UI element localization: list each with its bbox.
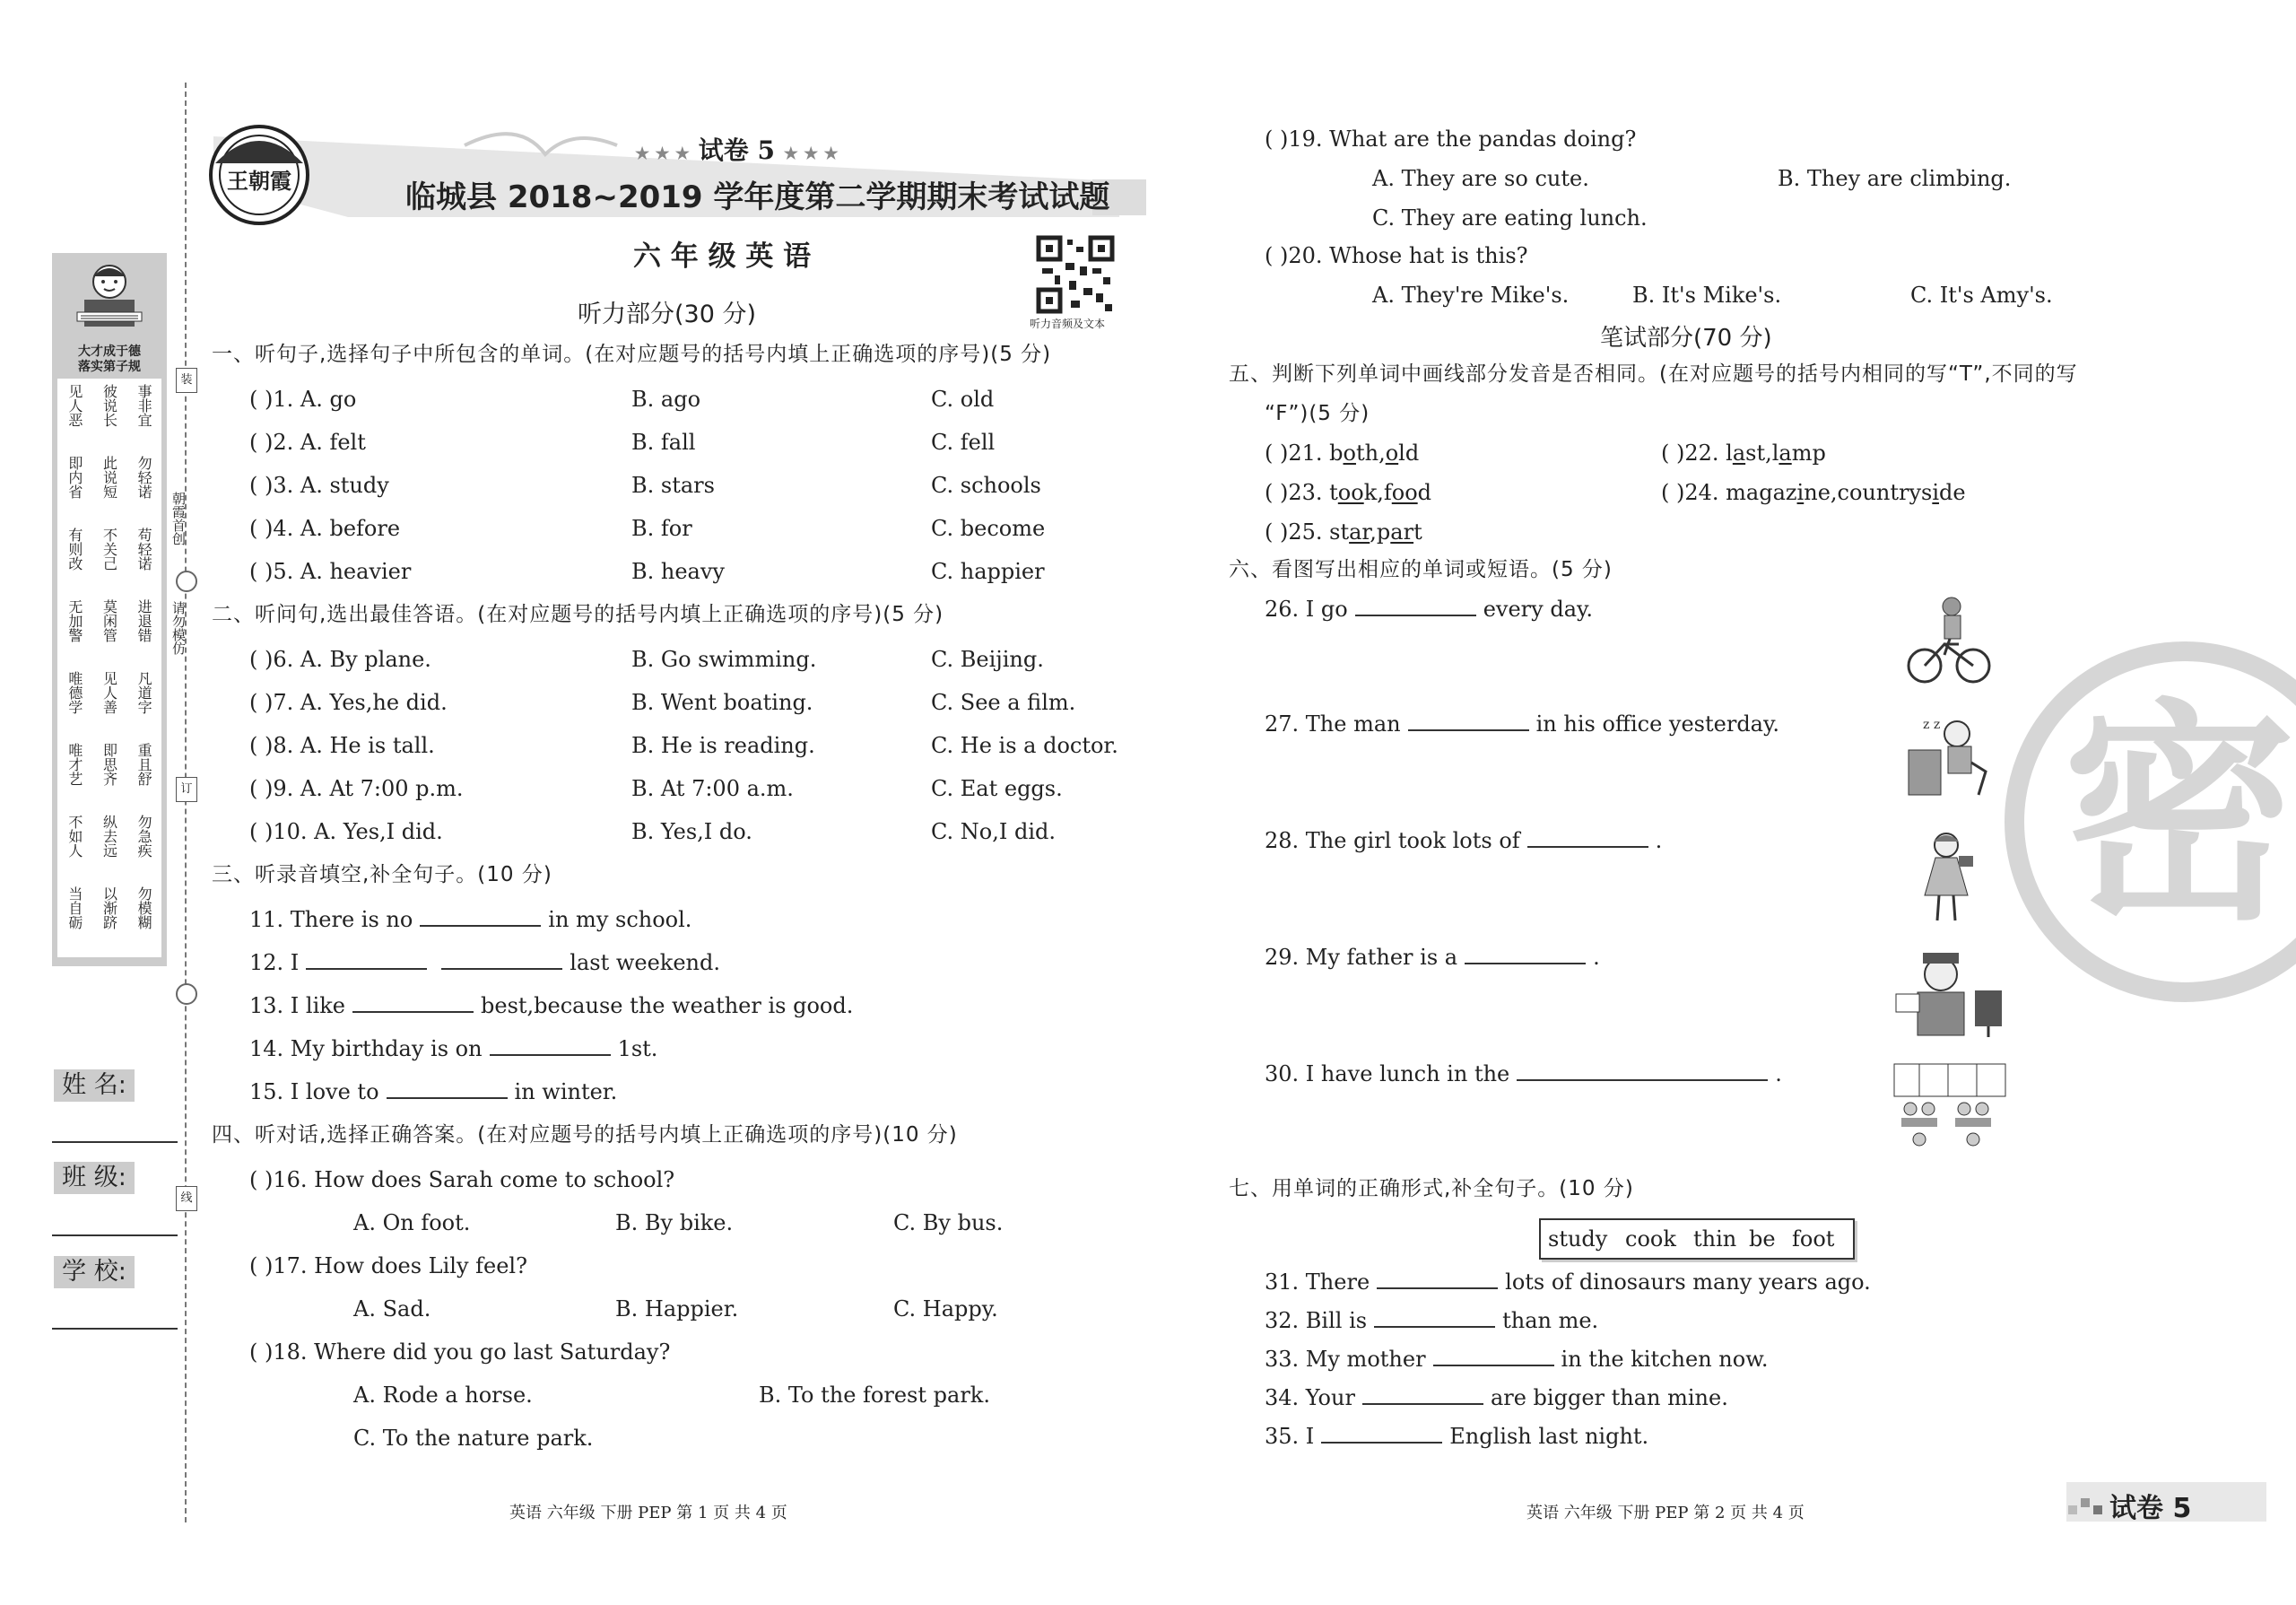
question-23: ( )23. took,food: [1265, 480, 1432, 505]
motto-row: 当自砺 以渐跻 勿模糊: [65, 886, 153, 929]
question-item: ( )3. A. study: [249, 473, 389, 498]
option-c: C. fell: [931, 430, 996, 455]
question-24: ( )24. magazine,countryside: [1661, 480, 1966, 505]
answer-blank[interactable]: [387, 1079, 508, 1099]
question-item: ( )6. A. By plane.: [249, 647, 431, 672]
answer-blank[interactable]: [1517, 1061, 1768, 1081]
option-c: C. old: [931, 387, 995, 412]
name-field[interactable]: [52, 1141, 178, 1143]
option-a: A. They are so cute.: [1372, 166, 1589, 191]
option-c: C. schools: [931, 473, 1041, 498]
question-item: ( )4. A. before: [249, 516, 401, 541]
school-label: 学 校:: [54, 1256, 135, 1288]
fill-question-15: 15. I love to in winter.: [249, 1079, 618, 1104]
answer-blank[interactable]: [1377, 1269, 1498, 1289]
binding-mark: 线: [176, 1186, 197, 1211]
word-bank-item: thin: [1693, 1226, 1737, 1252]
picture-question-30: 30. I have lunch in the .: [1265, 1061, 1782, 1086]
fill-question-14: 14. My birthday is on 1st.: [249, 1036, 658, 1061]
answer-blank[interactable]: [1362, 1385, 1483, 1405]
binding-mark: 装: [176, 368, 197, 393]
watermark-char: 密: [2063, 681, 2296, 952]
option-c: C. Eat eggs.: [931, 776, 1063, 801]
vertical-note: 朝霞首创: [170, 492, 187, 545]
fill-question-13: 13. I like best,because the weather is good.: [249, 993, 854, 1018]
question-item: ( )1. A. go: [249, 387, 357, 412]
listening-heading: 听力部分(30 分): [578, 301, 757, 328]
answer-blank[interactable]: [441, 950, 562, 970]
word-bank-item: cook: [1625, 1226, 1676, 1252]
section-4-heading: 四、听对话,选择正确答案。(在对应题号的括号内填上正确选项的序号)(10 分): [212, 1123, 958, 1147]
option-c: C. By bus.: [893, 1210, 1004, 1235]
option-a: A. On foot.: [353, 1210, 471, 1235]
option-b: B. By bike.: [615, 1210, 734, 1235]
option-b: B. To the forest park.: [759, 1383, 990, 1408]
option-c: C. To the nature park.: [353, 1426, 594, 1451]
name-label: 姓 名:: [54, 1069, 135, 1102]
question-19: ( )19. What are the pandas doing?: [1265, 126, 1637, 152]
motto-row: 唯才艺 即思齐 重且舒: [65, 743, 153, 786]
motto-row: 有则改 不关己 苟轻诺: [65, 528, 153, 571]
question-item: ( )2. A. felt: [249, 430, 366, 455]
word-bank-item: be: [1749, 1226, 1776, 1252]
corner-tag: 试卷 5: [2109, 1493, 2192, 1524]
page-footer-right: 英语 六年级 下册 PEP 第 2 页 共 4 页: [1526, 1504, 1805, 1522]
option-c: C. He is a doctor.: [931, 733, 1118, 758]
answer-blank[interactable]: [490, 1036, 611, 1056]
motto-text: 大才成于德 落实第子规: [78, 345, 141, 374]
word-bank-item: study: [1548, 1226, 1608, 1252]
motto-row: 不如人 纵去远 勿急疾: [65, 815, 153, 858]
word-bank-item: foot: [1792, 1226, 1835, 1252]
answer-blank[interactable]: [1321, 1424, 1442, 1444]
answer-blank[interactable]: [1355, 597, 1476, 616]
dining-hall-picture-icon: [1892, 1062, 2007, 1156]
option-b: B. stars: [631, 473, 715, 498]
section-2-heading: 二、听问句,选出最佳答语。(在对应题号的括号内填上正确选项的序号)(5 分): [212, 603, 944, 626]
class-label: 班 级:: [54, 1162, 135, 1194]
binding-hole-icon: [176, 983, 197, 1005]
option-a: A. They're Mike's.: [1372, 283, 1570, 308]
section-1-heading: 一、听句子,选择句子中所包含的单词。(在对应题号的括号内填上正确选项的序号)(5 分): [212, 343, 1052, 366]
option-b: B. They are climbing.: [1778, 166, 2012, 191]
motto-row: 唯德学 见人善 凡道字: [65, 671, 153, 714]
exam-title: 临城县 2018~2019 学年度第二学期期末考试试题: [405, 179, 1110, 215]
answer-blank[interactable]: [306, 950, 427, 970]
option-b: B. Happier.: [615, 1296, 739, 1322]
school-field[interactable]: [52, 1328, 178, 1330]
riding-bike-picture-icon: [1905, 592, 1993, 685]
qr-caption: 听力音频及文本: [1030, 318, 1106, 330]
form-question-34: 34. Your are bigger than mine.: [1265, 1385, 1728, 1410]
question-item: ( )5. A. heavier: [249, 559, 412, 584]
picture-question-26: 26. I go every day.: [1265, 597, 1594, 622]
form-question-32: 32. Bill is than me.: [1265, 1308, 1599, 1333]
question-16: ( )16. How does Sarah come to school?: [249, 1167, 675, 1192]
picture-question-27: 27. The man in his office yesterday.: [1265, 711, 1779, 737]
section-5-heading-cont: “F”)(5 分): [1265, 402, 1370, 425]
option-b: B. fall: [631, 430, 696, 455]
scholar-figure-icon: [72, 258, 147, 341]
section-5-heading: 五、判断下列单词中画线部分发音是否相同。(在对应题号的括号内相同的写“T”,不同的写: [1229, 362, 2078, 386]
option-b: B. heavy: [631, 559, 725, 584]
star-icon: ★ ★ ★: [635, 144, 690, 163]
question-18: ( )18. Where did you go last Saturday?: [249, 1339, 671, 1365]
option-c: C. No,I did.: [931, 819, 1056, 844]
option-c: C. Happy.: [893, 1296, 998, 1322]
picture-question-28: 28. The girl took lots of .: [1265, 828, 1663, 853]
answer-blank[interactable]: [420, 907, 541, 927]
question-21: ( )21. both,old: [1265, 441, 1420, 466]
paper-tag: ★ ★ ★ 试卷 5 ★ ★ ★: [635, 135, 839, 165]
word-bank: [1539, 1218, 1855, 1260]
answer-blank[interactable]: [1408, 711, 1529, 731]
girl-photos-picture-icon: [1919, 829, 1979, 928]
form-question-33: 33. My mother in the kitchen now.: [1265, 1347, 1769, 1372]
question-item: ( )7. A. Yes,he did.: [249, 690, 448, 715]
answer-blank[interactable]: [1527, 828, 1648, 848]
question-item: ( )8. A. He is tall.: [249, 733, 435, 758]
sidebar-motto-panel: [52, 253, 167, 966]
sleeping-man-picture-icon: [1905, 709, 1993, 798]
fill-question-11: 11. There is no in my school.: [249, 907, 692, 932]
question-17: ( )17. How does Lily feel?: [249, 1253, 527, 1278]
option-b: B. for: [631, 516, 692, 541]
motto-row: 即内省 此说短 勿轻诺: [65, 456, 153, 499]
option-b: B. It's Mike's.: [1632, 283, 1782, 308]
motto-row: 无加警 莫闲管 进退错: [65, 599, 153, 642]
option-a: A. Sad.: [353, 1296, 431, 1322]
postman-picture-icon: [1894, 947, 2005, 1037]
binding-hole-icon: [176, 571, 197, 592]
form-question-35: 35. I English last night.: [1265, 1424, 1649, 1449]
svg-text:z z: z z: [1923, 718, 1941, 732]
motto-grid: [57, 379, 161, 957]
option-b: B. Yes,I do.: [631, 819, 752, 844]
option-c: C. See a film.: [931, 690, 1076, 715]
section-7-heading: 七、用单词的正确形式,补全句子。(10 分): [1229, 1177, 1634, 1200]
option-b: B. He is reading.: [631, 733, 815, 758]
answer-blank[interactable]: [352, 993, 474, 1013]
section-6-heading: 六、看图写出相应的单词或短语。(5 分): [1229, 558, 1613, 581]
fill-question-12: 12. I last weekend.: [249, 950, 720, 975]
option-c: C. It's Amy's.: [1910, 283, 2053, 308]
question-20: ( )20. Whose hat is this?: [1265, 243, 1528, 268]
option-c: C. They are eating lunch.: [1372, 205, 1648, 231]
picture-question-29: 29. My father is a .: [1265, 945, 1600, 970]
answer-blank[interactable]: [1374, 1308, 1495, 1328]
option-c: C. happier: [931, 559, 1045, 584]
binding-dashed-line: [185, 83, 187, 1522]
section-3-heading: 三、听录音填空,补全句子。(10 分): [212, 863, 552, 886]
written-heading: 笔试部分(70 分): [1600, 325, 1772, 352]
option-b: B. ago: [631, 387, 701, 412]
option-a: A. Rode a horse.: [353, 1383, 533, 1408]
question-item: ( )10. A. Yes,I did.: [249, 819, 443, 844]
answer-blank[interactable]: [1433, 1347, 1554, 1366]
corner-squares-icon: [2066, 1493, 2108, 1518]
option-c: C. Beijing.: [931, 647, 1044, 672]
motto-row: 见人恶 彼说长 事非宜: [65, 384, 153, 427]
class-field[interactable]: [52, 1234, 178, 1236]
qr-code-icon[interactable]: [1037, 236, 1114, 313]
binding-mark: 订: [176, 777, 197, 802]
star-icon: ★ ★ ★: [783, 144, 839, 163]
brand-logo-text: 王朝霞: [227, 169, 291, 194]
answer-blank[interactable]: [1465, 945, 1586, 964]
option-b: B. Go swimming.: [631, 647, 817, 672]
form-question-31: 31. There lots of dinosaurs many years ago.: [1265, 1269, 1871, 1295]
page-footer-left: 英语 六年级 下册 PEP 第 1 页 共 4 页: [509, 1504, 787, 1522]
question-item: ( )9. A. At 7:00 p.m.: [249, 776, 464, 801]
vertical-note: 请勿模仿: [170, 601, 187, 655]
subject-title: 六 年 级 英 语: [633, 240, 812, 273]
option-b: B. At 7:00 a.m.: [631, 776, 794, 801]
question-25: ( )25. star,part: [1265, 519, 1422, 545]
question-22: ( )22. last,lamp: [1661, 441, 1826, 466]
option-c: C. become: [931, 516, 1046, 541]
option-b: B. Went boating.: [631, 690, 813, 715]
